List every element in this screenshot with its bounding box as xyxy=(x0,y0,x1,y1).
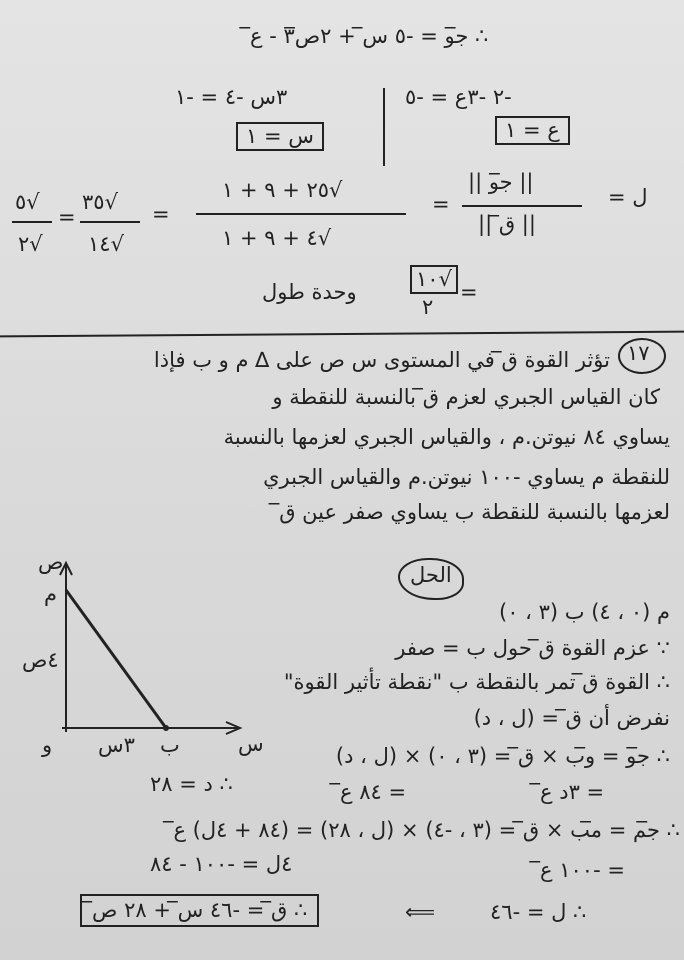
final-frac-den: ٢ xyxy=(422,295,434,319)
top-line-1: ∴ ج̅و = -٥ س̅ + ٢ص̅٣ - ع̅ xyxy=(250,24,489,48)
label-3x: ٣س xyxy=(98,733,135,757)
sqrt-denominator: √٤ + ٩ + ١ xyxy=(222,226,332,250)
solution-line-5: ∴ ج̅و = و̅ب × ق̅ = (٣ ، ٠) × (ل ، د) xyxy=(335,744,670,768)
equals-1: = xyxy=(432,192,450,216)
solution-line-2: ∵ عزم القوة ق̅ حول ب = صفر xyxy=(395,636,670,660)
final-answer-box: ∴ ق̅ = -٤٦ س̅ + ٢٨ ص̅ xyxy=(80,894,319,927)
solution-line-3: ∴ القوة ق̅ تمر بالنقطة ب "نقطة تأثير القوة" xyxy=(283,670,670,694)
fraction-denominator: || ق̅ || xyxy=(478,212,536,236)
problem-line-5: لعزمها بالنسبة للنقطة ب يساوي صفر عين ق̅ xyxy=(279,500,670,524)
solution-line-4: نفرض أن ق̅ = (ل ، د) xyxy=(473,706,670,730)
problem-line-4: للنقطة م يساوي -١٠٠ نيوتن.م والقياس الجبري xyxy=(263,465,670,489)
arrow-implies: ⟸ xyxy=(405,900,436,924)
solution-title: الحل xyxy=(410,563,452,587)
hypotenuse-mb xyxy=(66,590,166,728)
fraction-numerator: || ج̅و || xyxy=(468,170,534,194)
equals-3: = xyxy=(58,205,76,229)
sqrt-numerator: √٢٥ + ٩ + ١ xyxy=(222,178,343,202)
left-result-box: س = ١ xyxy=(236,122,324,151)
point-m-label: م xyxy=(44,582,58,606)
right-result-box: ع = ١ xyxy=(495,116,570,145)
final-frac-num: √١٠ xyxy=(410,265,458,294)
axis-y-label: ص xyxy=(38,550,64,574)
problem-line-3: يساوي ٨٤ نيوتن.م ، والقياس الجبري لعزمها بالنسبة xyxy=(223,425,670,449)
solution-line-8a: = -١٠٠ ع̅ xyxy=(540,858,625,882)
label-4y: ٤ص xyxy=(22,648,59,672)
origin-label: و xyxy=(42,733,53,757)
solution-line-8b: ٤ل = -١٠٠ - ٨٤ xyxy=(150,852,293,876)
problem-line-2: كان القياس الجبري لعزم ق̅ بالنسبة للنقطة و xyxy=(272,385,660,409)
solution-line-6a: = ٣د ع̅ xyxy=(540,780,605,804)
l-label: ل = xyxy=(608,185,648,209)
equals-2: = xyxy=(152,202,170,226)
frac3-den: √٢ xyxy=(18,232,43,256)
solution-line-1: م (٠ ، ٤) ب (٣ ، ٠) xyxy=(499,600,670,624)
right-equation: -٢ -٣ع = -٥ xyxy=(405,85,512,109)
frac2-den: √١٤ xyxy=(88,232,124,256)
solution-line-7: ∴ ج̅م = م̅ب × ق̅ = (٣ ، -٤) × (ل ، ٢٨) = (٨٤ + ٤ل) ع̅ xyxy=(173,818,680,842)
left-equation: ٣س -٤ = -١ xyxy=(175,85,288,109)
frac3-num: √٥ xyxy=(15,190,40,214)
final-unit: وحدة طول xyxy=(262,280,357,304)
frac2-num: √٣٥ xyxy=(82,190,118,214)
solution-line-6b: = ٨٤ ع̅ xyxy=(340,780,407,804)
solution-line-9a: ∴ ل = -٤٦ xyxy=(490,900,587,924)
point-b-label: ب xyxy=(160,733,180,757)
problem-number: ١٧ xyxy=(627,341,650,365)
problem-line-1: تؤثر القوة ق̅ في المستوى س ص على ∆ م و ب فإذا xyxy=(153,348,610,372)
axis-x-label: س xyxy=(238,732,264,756)
final-equals: = xyxy=(460,280,478,304)
solution-line-6c: ∴ د = ٢٨ xyxy=(150,772,233,796)
point-b-dot xyxy=(163,725,169,731)
